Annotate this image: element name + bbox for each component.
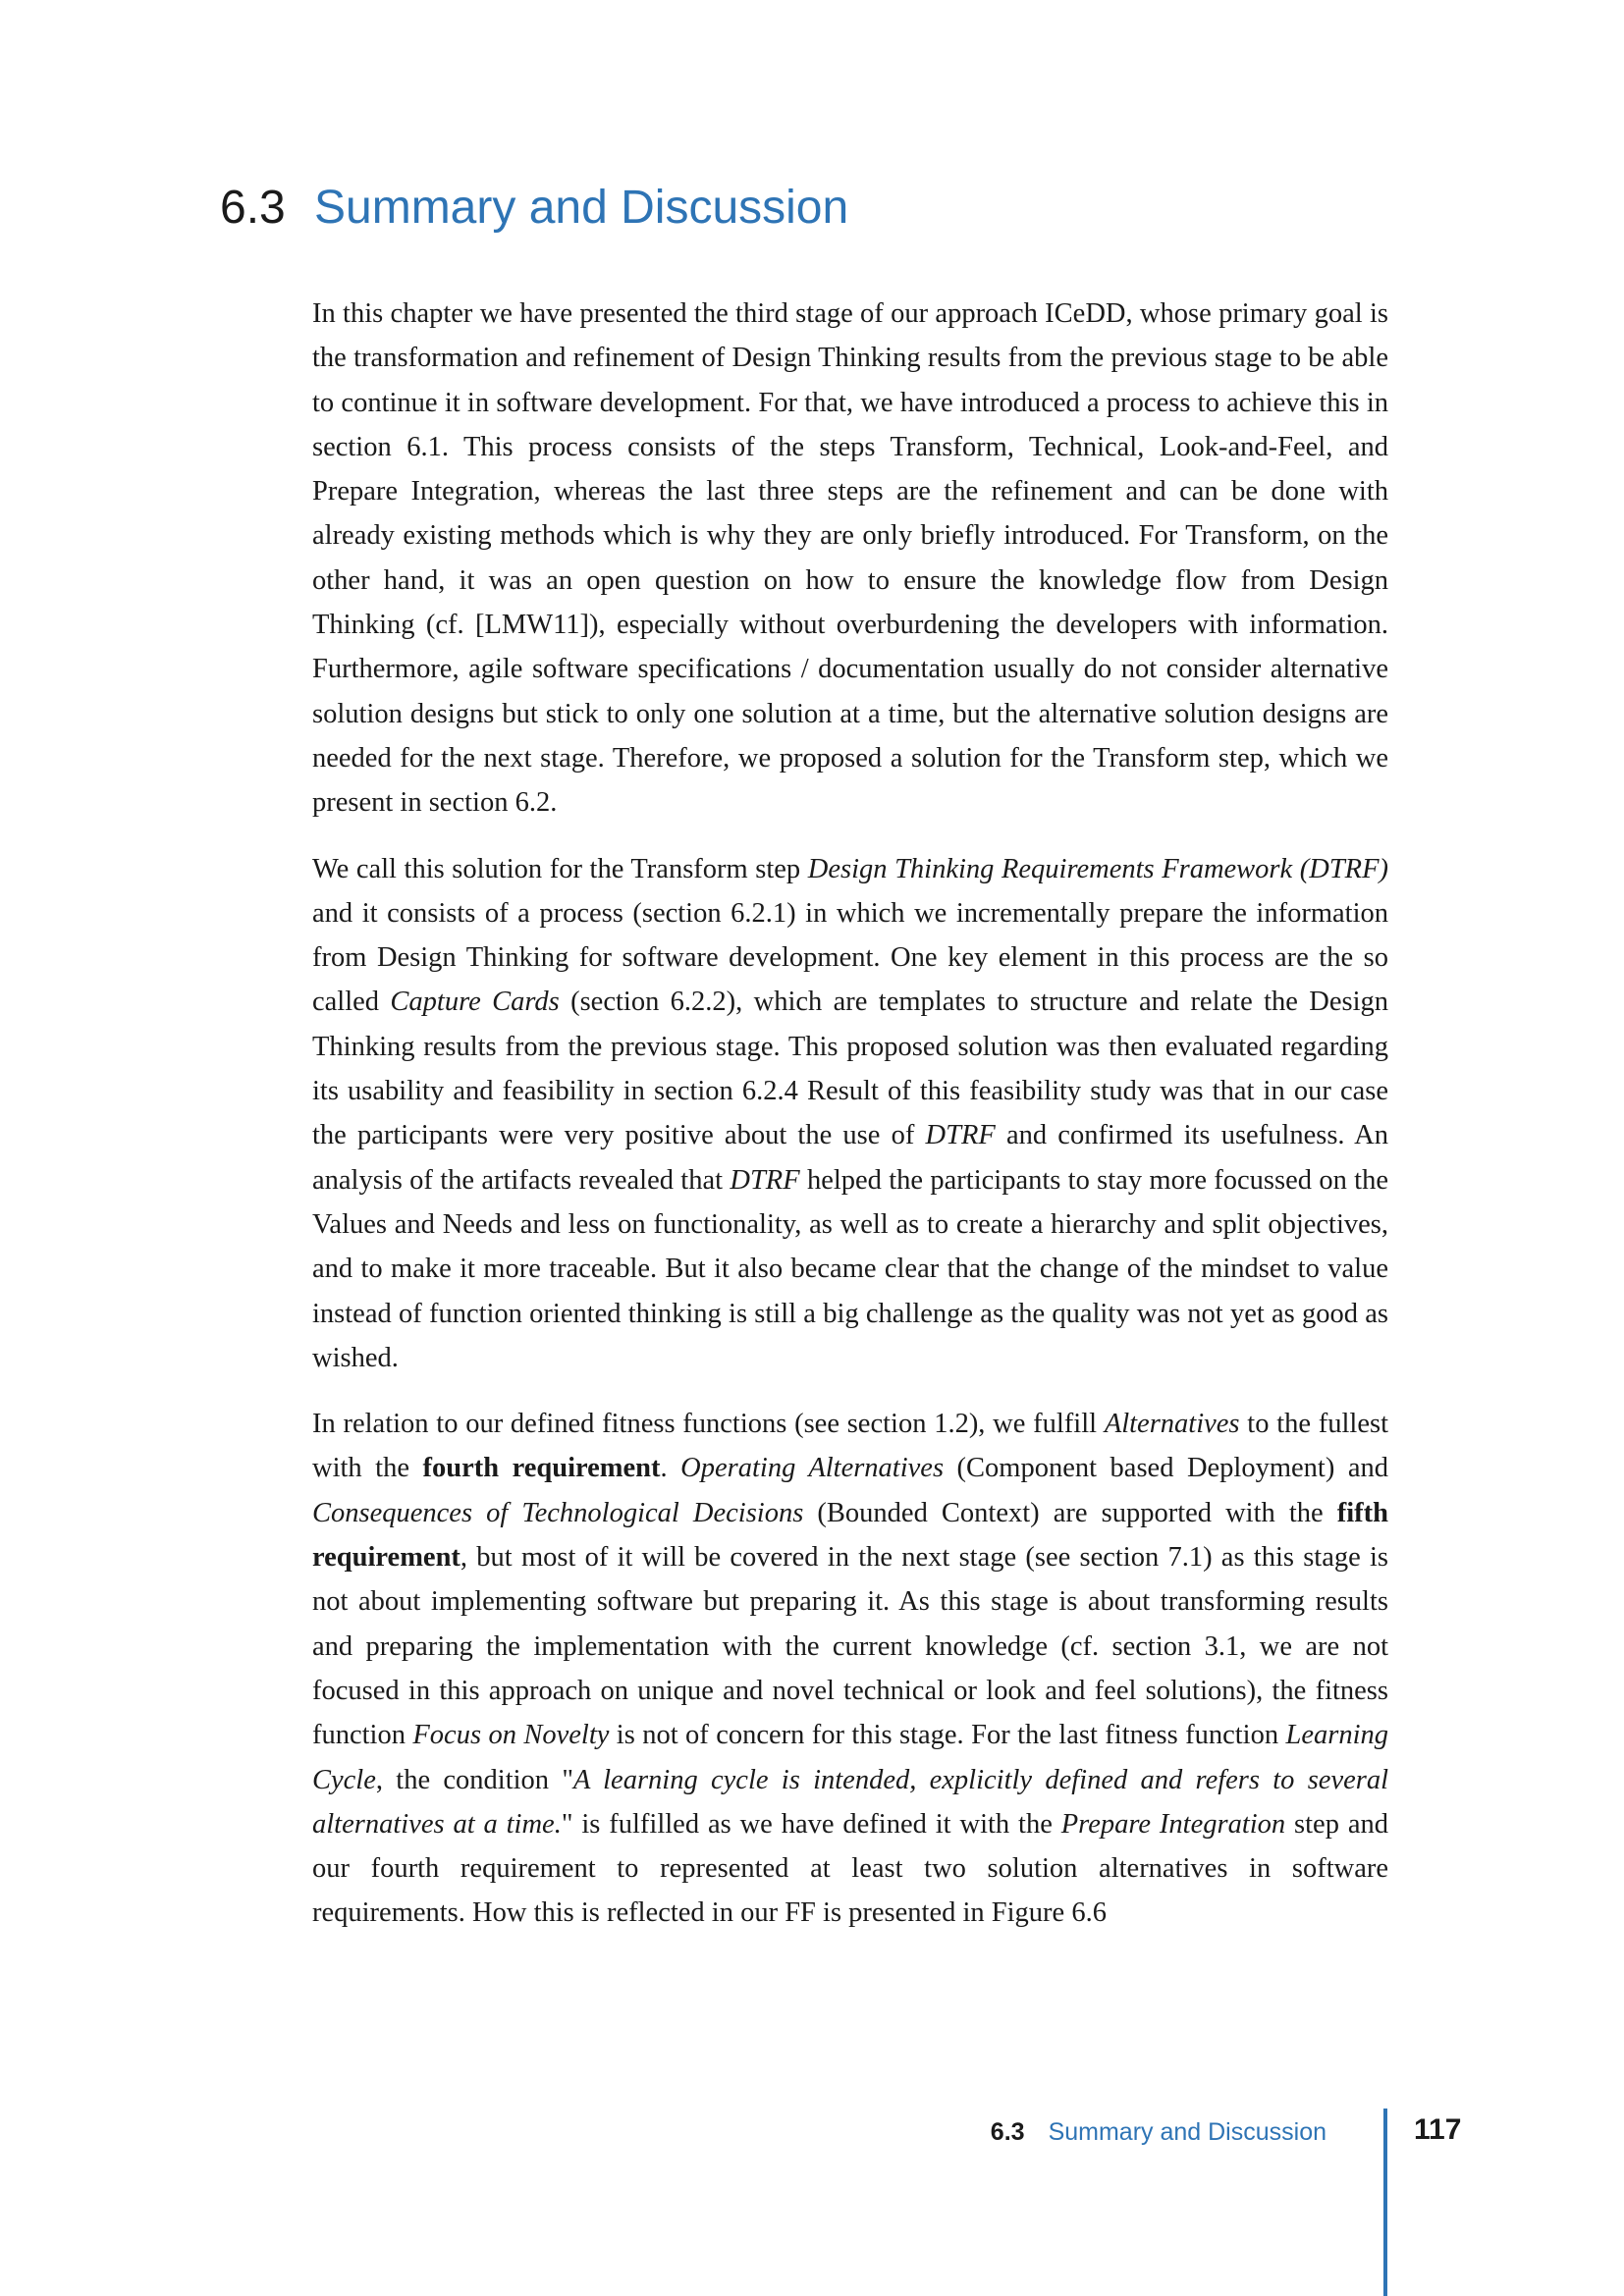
paragraph	[312, 292, 1388, 826]
text-run: to the fullest with the	[312, 1409, 1388, 1484]
bold-text: fifth requirement	[312, 1497, 1389, 1574]
italic-text: A learning cycle is intended, explicitly defined and refers to several alternatives at a time.	[312, 1764, 1389, 1840]
bold-text: fourth requirement	[422, 1453, 661, 1484]
text-run: , but most of it will be covered in the next stage (see section 7.1) as this stage is not about implementing software but preparing it. As this stage is about transforming results and preparing the implementation with the current knowledge (cf. section 3.1, we are not focused in this approach on unique and novel technical or look and feel solutions), the fitness function	[312, 1542, 1388, 1751]
text-run: We call this solution for the Transform step	[312, 853, 808, 884]
italic-text: DTRF	[730, 1164, 800, 1196]
text-run: (section 6.2.2), which are templates to structure and relate the Design Thinking results from the previous stage. This proposed solution was then evaluated regarding its usability and feasibility in section 6.2.4 Result of this feasibility study was that in our case the participants were very positive about the use of	[312, 987, 1388, 1151]
text-run: (Bounded Context) are supported with the	[803, 1497, 1337, 1528]
text-run: (Component based Deployment) and	[944, 1453, 1388, 1484]
text-run: step and our fourth requirement to represented at least two solution alternatives in software requirements. How this is reflected in our FF is presented in Figure 6.6	[312, 1808, 1388, 1929]
text-run: .	[660, 1453, 681, 1484]
italic-text: Alternatives	[1104, 1409, 1240, 1440]
body-text	[312, 292, 1388, 1957]
italic-text: Capture Cards	[390, 987, 560, 1018]
footer-divider	[1383, 2109, 1387, 2296]
running-footer	[991, 2118, 1326, 2147]
page-number: 117	[1414, 2113, 1462, 2146]
text-run: In relation to our defined fitness functions (see section 1.2), we fulfill	[312, 1409, 1105, 1440]
italic-text: Operating Alternatives	[680, 1453, 945, 1484]
paragraph	[312, 847, 1388, 1381]
section-title: Summary and Discussion	[314, 182, 849, 234]
text-run: is not of concern for this stage. For the last fitness function	[609, 1720, 1286, 1751]
italic-text: Prepare Integration	[1060, 1808, 1286, 1840]
italic-text: Design Thinking Requirements Framework (DTRF)	[807, 853, 1388, 884]
section-heading	[220, 179, 848, 238]
italic-text: Learning Cycle	[312, 1720, 1388, 1795]
italic-text: Focus on Novelty	[412, 1720, 610, 1751]
text-run: In this chapter we have presented the third stage of our approach ICeDD, whose primary goal is the transformation and refinement of Design Thinking results from the previous stage to be able to continue it in software development. For that, we have introduced a process to achieve this in section 6.1. This process consists of the steps Transform, Technical, Look-and-Feel, and Prepare Integration, whereas the last three steps are the refinement and can be done with already existing methods which is why they are only briefly introduced. For Transform, on the other hand, it was an open question on how to ensure the knowledge flow from Design Thinking (cf. [LMW11]), especially without overburdening the developers with information. Furthermore, agile software specifications / documentation usually do not consider alternative solution designs but stick to only one solution at a time, but the alternative solution designs are needed for the next stage. Therefore, we proposed a solution for the Transform step, which we present in section 6.2.	[312, 298, 1388, 819]
italic-text: Consequences of Technological Decisions	[312, 1497, 804, 1528]
text-run: helped the participants to stay more focussed on the Values and Needs and less on functionality, as well as to create a hierarchy and split objectives, and to make it more traceable. But it also became clear that the change of the mindset to value instead of function oriented thinking is still a big challenge as the quality was not yet as good as wished.	[312, 1164, 1388, 1373]
footer-section-number: 6.3	[990, 2118, 1025, 2146]
italic-text: DTRF	[925, 1120, 996, 1151]
footer-section-title: Summary and Discussion	[1048, 2118, 1326, 2146]
paragraph	[312, 1402, 1388, 1936]
page-footer	[0, 2110, 1624, 2150]
section-number: 6.3	[220, 182, 286, 234]
text-run: " is fulfilled as we have defined it with the	[561, 1808, 1061, 1840]
text-run: and it consists of a process (section 6.2.1) in which we incrementally prepare the information from Design Thinking for software development. One key element in this process are the so called	[312, 897, 1388, 1018]
text-run: , the condition "	[375, 1764, 573, 1795]
text-run: and confirmed its usefulness. An analysis of the artifacts revealed that	[312, 1120, 1388, 1196]
